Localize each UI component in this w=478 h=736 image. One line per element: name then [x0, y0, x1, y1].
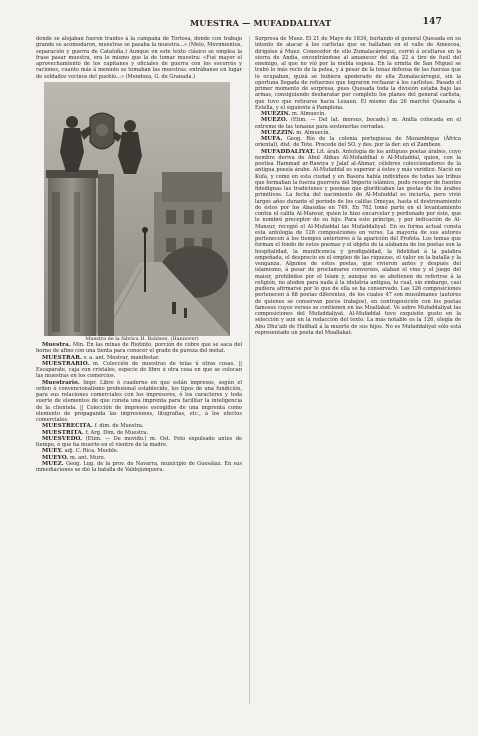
entry-headword: MUESVEDO. [42, 435, 83, 442]
dictionary-entry [36, 436, 242, 449]
dictionary-entry [36, 380, 242, 424]
dictionary-entry [36, 342, 242, 355]
entry-text: f. dim. de Muestra. [92, 423, 144, 430]
entry-headword: MUESTRITA. [42, 429, 84, 436]
entry-headword: Muestra. [42, 342, 71, 348]
entry-headword: MUEZO. [261, 117, 288, 124]
dictionary-entry [36, 361, 242, 380]
figure-caption: Muestra de la fábrica H. Bahlsen. (Hannover) [85, 335, 199, 342]
page-number: 147 [422, 17, 442, 27]
left-entries [36, 342, 242, 473]
page-header [40, 18, 442, 32]
entry-text: Min. En las minas de Riotinto, porción de cobre que se saca del horno de afino con una tienta para conocer el grado de pureza del metal. [36, 342, 242, 355]
entry-headword: MUESTRARIO. [42, 360, 90, 367]
running-title: MUESTRA — MUFADDALIYAT [190, 18, 332, 28]
dictionary-entry [255, 149, 461, 337]
entry-headword: MUEZ. [42, 460, 64, 467]
right-intro-paragraph: Sorpresa de Muez. El 21 de Mayo de 1834, burlando el general Quesada en su intento de atacar á los carlistas que se hallaban en el valle de Amescoa, dirigióse á Muez. Conocedor de ello Zumalacárregui, corrió á ocultarse en la sierra de Andía, encontrándose al amanecer del día 22 á tiro de fusil del enemigo, al que no vió por la niebla espesa. En la ermita de San Miguel se trabó lo más recio de la pelea, y á pesar de la tenaz defensa de las fuerzas que lo ocupaban, quizá se hubiera apoderado de ella Zumalacárregui, sin la oportuna llegada de refuerzos que lograron rechazar á los carlistas. Pasado el primer momento de sorpresa, pues Quesada toda la división estaba bajo las armas, consiguiendo desbaratar por completo los planes del general carlista, que tuvo que retirarse hacia Lezaun. El mismo día 26 marchó Quesada á Estella, y el siguiente á Pamplona. [255, 36, 461, 111]
entry-text: (Etim. — Del lat. morsus, bocado.) m. Anilla colocada en el extremo de las tenazas para sostenerlas cerradas. [255, 117, 461, 130]
entry-text: (Etim. — De movido.) m. Ost. Feto expulsado antes de tiempo, ó que ha muerto en el vientre de la madre. [36, 435, 242, 448]
entry-headword: MUFA. [261, 136, 283, 142]
entry-text: Geog. Lug. de la prov. de Navarra, municipio de Guesálaz. En sus inmediaciones se dió la batalla de Valdejunquera. [36, 460, 242, 473]
entry-headword: Muestrario. [42, 379, 80, 386]
right-entries [255, 111, 461, 336]
entry-text: v. a. ant. Mostrar, manifestar. [82, 354, 160, 361]
entry-headword: MUEZIN. [261, 111, 291, 117]
entry-text: f. Arg. Dim. de Muestra. [83, 429, 149, 436]
entry-text: adj. C. Rica. Mueble. [63, 448, 119, 455]
entry-headword: MUEZZIN. [261, 129, 295, 136]
left-intro-paragraph: donde se alojaban fueron traídos á la campaña de Tortosa, donde con trabajo grande se acomodaron, muestras se pasaba la muestra...» (Melo, Movimientos, separación y guerra de Cataluña.) Aunque en este texto clásico se emplea la frase pasar muestra, era lo mismo que la de tomar muestra: «Fué mayor el aprovechamiento de los capitanes y oficiales de guerra con los socorros y raciones, cuanto más á menudo se tomaban las muestras: entrábanse en lugar de soldados vecinos del pueblo...» (Mendoza, G. de Granada.) [36, 36, 242, 80]
entry-text: Lit. árab. Antología de los antiguos poetas árabes, cuyo nombre deriva de Abul Abbas Al-Mofaddhal ó Al-Mufaddal, quien, con la poetisa Hammad ar-Rawiya y Jalaf al-Ahmar, célebres coleccionadores de la antigua poesía árabe. Al-Mufaddal es superior á éstos y más veridico. Nació en Kufa, y como en esta ciudad y en Basora había individuos de todas las tribus que formaban la fuerza guerrera del Imperio islámico, pudo recoger de fuentes fidedignas las tradiciones y poemas que glorificaban las gestas de los árabes primitivos. La fecha del nacimiento de Al-Mufaddal es incierta, pero vivió largos años durante el período de los califas Omeyas, hasta el destronamiento de éstos por los Abasidas en 749. En 762 tomó parte en el levantamiento contra el califa Al-Mansur, quien le hizo encarcelar y perdonado por éste, que le nombró preceptor de su hijo. Para este príncipe, y por indicación de Al-Mansur, recogió el Al-Mufaddal las Mufaddaliyat. En su forma actual consta esta antología de 126 composiciones en verso. La mayoría de sus autores pertenecen á los tiempos anteriores á la aparición del Profeta. Los temas que forman el fondo de estos poemas y el objeto de la alabanza de los poetas son la hospitalidad, la munificencia y prodigalidad, la fidelidad á la palabra empeñada, el desprecio en el empleo de las riquezas, el valor en la batalla y la venganza. Algunos de estos poetas, que vivieron antes y después del islamismo, á pesar de proclamarse conversos, alaban el vino y el juego del maisir, prohibidos por el Islam y, aunque no se abstienen de referirse á la religión, no aluden para nada á la idolatría antigua, lo cual, sin embargo, casi pudiera afirmarse por lo que de ella se ha conservado. Las 126 composiciones pertenecen á 68 poetas diferentes, de los cuales 47 son musulmanes (autores de quienes se conservan pocos trabajos), en contraposición con los poetas famosos cuyos versos se contienen en las Moallakat. Ve sobre Mufaddaliyat las composiciones del Mufaddaliyat. Al-Mufaddal tuvo exquisito gusto en la selección y aun en la redacción del texto. La más notable es la 126, elegía de Abu Dhu'aib de Hudhail á la muerte de sus hijos. No es Mufaddaliyat sólo está representado un poeta del Moallakat. [255, 148, 461, 336]
dictionary-entry [36, 461, 242, 474]
entry-text: m. Almuecín. [294, 129, 331, 136]
dictionary-entry [255, 117, 461, 130]
factory-facade-illustration [44, 82, 230, 336]
entry-text: Impr. Libro ó cuaderno en que están impresos, según el orden ó convencionalismo profesional establecido, los tipos de una fundición, para sus relaciones comerciales con los impresores, ó los caracteres y toda suerte de elementos de que consta una imprenta para facilitar la inteligencia de la clientela. || Colección de impresos escogidos de una imprenta como elemento de propaganda las impresiones, litografías, etc., á los efectos comerciales. [36, 379, 242, 423]
entry-headword: MUEY. [42, 448, 64, 455]
entry-text: m. Almuecín. [290, 111, 326, 117]
right-column [255, 36, 461, 716]
column-divider [249, 36, 250, 704]
entry-text: m. ant. Muro. [68, 454, 106, 461]
entry-headword: MUESTRAR. [42, 354, 83, 361]
entry-headword: MUFADDALIYAT. [261, 148, 316, 155]
photo-figure [44, 82, 230, 336]
entry-headword: MUESTRECITA. [42, 423, 93, 430]
entry-headword: MUEYO. [42, 454, 69, 461]
entry-text: m. Colección de muestras de telas ú otras cosas. || Escaparate, caja con cristales, especie de libro ú otra cosa en que se colocan las muestras en los comercios. [36, 360, 242, 380]
dictionary-entry [255, 136, 461, 149]
entry-text: Geog. Río de la colonia portuguesa de Mozambique (África oriental), dist. de Tete. Procede del SO. y des. por la der. en el Zambeze. [255, 136, 461, 149]
left-column [36, 36, 242, 706]
